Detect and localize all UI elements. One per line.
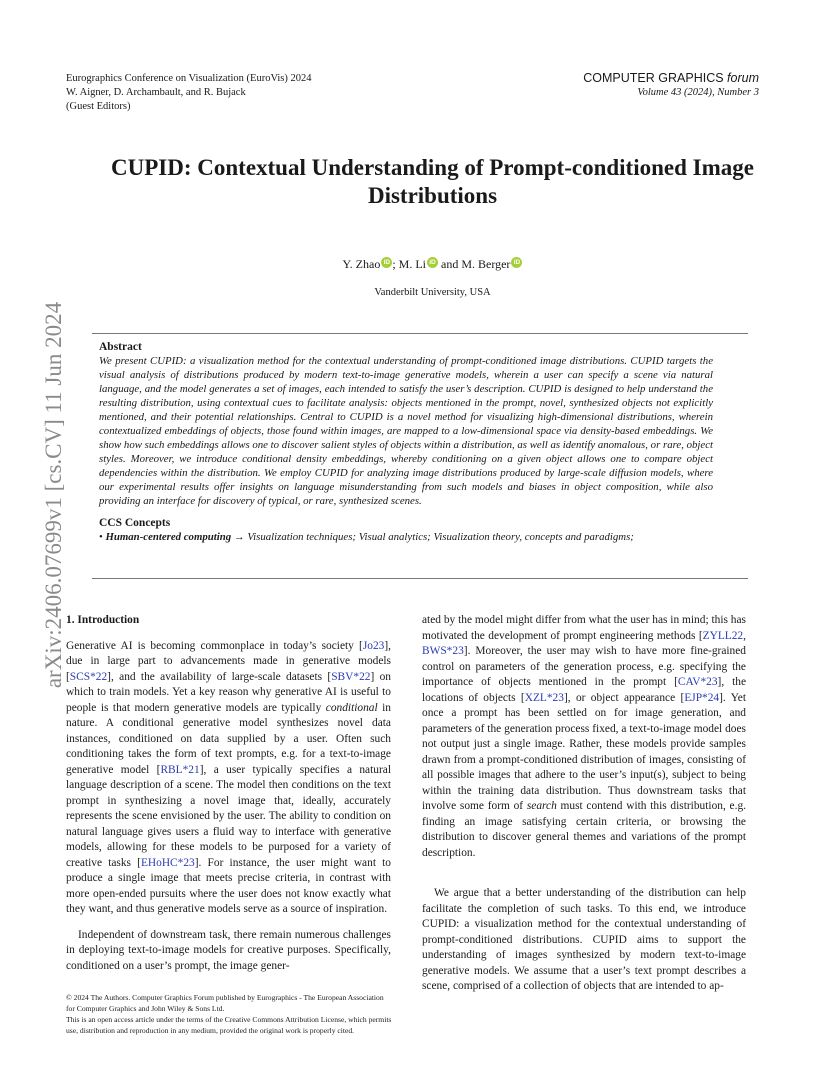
paper-title: CUPID: Contextual Understanding of Prompt-conditioned Image Distributions: [111, 155, 754, 208]
paragraph-3: ated by the model might differ from what the user has in mind; this has motivated the development of prompt engineering methods [ZYLL22, BWS*23]. Moreover, the user may wish to have more fine-grained control on parameters of the generation process, e.g. specifying the importance of objects mentioned in the prompt [CAV*23], the locations of objects [XZL*23], or object appearance [EJP*24]. Yet once a prompt has been settled on for image generation, and parameters of the generation process fixed, a text-to-image model does not output just a single image. Rather, these models provide samples drawn from a prompt-conditioned distribution of images, consisting of all possible images that adhere to the user’s input(s), subject to being within the training data distribution. Thus downstream tasks that involve some form of search must contend with this distribution, e.g. finding an image satisfying certain criteria, or browsing the distribution to discover general themes and variations of the prompt description.: [422, 614, 747, 859]
affiliation: Vanderbilt University, USA: [374, 287, 491, 298]
author-name: Y. Zhao: [342, 257, 381, 271]
citation-link[interactable]: ZYLL22: [702, 629, 744, 642]
ccs-concepts: • Human-centered computing → Visualization techniques; Visual analytics; Visualization theory, concepts and paradigms;: [99, 531, 634, 543]
author-list: [66, 257, 799, 272]
citation-link[interactable]: CAV*23: [677, 676, 718, 688]
right-column: [422, 613, 746, 995]
bottom-rule: [92, 578, 748, 579]
citation-link[interactable]: RBL*21: [160, 763, 200, 776]
author-name: ; M. Li: [392, 257, 426, 271]
paragraph-4: We argue that a better understanding of the distribution can help facilitate the completion of such tasks. To this end, we introduce CUPID: a visualization method for the contextual understanding of prompt-conditioned distributions. CUPID aims to support the understanding of images synthesized by modern text-to-image generative models. We assume that a user’s text prompt describes a scene, comprised of a collection of objects that are intended to ap-: [422, 887, 746, 992]
citation-link[interactable]: BWS*23: [422, 645, 464, 657]
arxiv-stamp[interactable]: arXiv:2406.07699v1 [cs.CV] 11 Jun 2024: [41, 301, 66, 689]
citation-link[interactable]: SBV*22: [331, 670, 371, 683]
orcid-icon[interactable]: iD: [511, 257, 522, 268]
left-column: [66, 613, 391, 974]
journal-name: COMPUTER GRAPHICS forum: [583, 71, 759, 85]
paragraph-1: Generative AI is becoming commonplace in today’s society [Jo23], due in large part to advancements made in generative models [SCS*22], and the availability of large-scale datasets [SBV*22] on which to train models. Yet a key reason why generative AI is useful to people is that modern generative models are typically conditional in nature. A conditional generative model synthesizes novel data instances, conditioned on data supplied by a user. Often such conditioning takes the form of text prompts, e.g. for a text-to-image generative model [RBL*21], a user typically specifies a natural language description of a scene. The model then conditions on the text prompt in synthesizing a novel image that, ideally, accurately represents the scene envisioned by the user. The ability to condition on natural language gives users a fluid way to interface with generative models, allowing for these models to be purposed for a variety of creative tasks [EHoHC*23]. For instance, the user might want to produce a single image that meets precise criteria, in contrast with more open-ended pursuits where the user does not know exactly what they want, and thus generative models serve as a source of inspiration.: [66, 639, 392, 915]
abstract-text: We present CUPID: a visualization method for the contextual understanding of prompt-conditioned image distributions. CUPID targets the visual analysis of distributions produced by modern text-to-image generative models, wherein a user can specify a scene via natural language, and the model generates a set of images, each intended to satisfy the user’s description. CUPID is designed to help understand the resulting distribution, using contextual cues to facilitate analysis: objects mentioned in the prompt, novel, synthesized objects not explicitly mentioned, and their potential relationships. Central to CUPID is a novel method for visualizing high-dimensional distributions, wherein contextualized embeddings of objects, those found within images, are mapped to a low-dimensional space via density-based embeddings. We show how such embeddings allows one to discover salient styles of objects within a distribution, as well as identify anomalous, or rare, object styles. Moreover, we introduce conditional density embeddings, whereby conditioning on a given object allows one to compare object dependencies within the distribution. We employ CUPID for analyzing image distributions produced by large-scale diffusion models, where our experimental results offer insights on language misunderstanding from such models and biases in object composition, while also providing an interface for discovery of typical, or rare, synthesized scenes.: [99, 355, 713, 507]
abstract-heading: Abstract: [99, 341, 142, 353]
volume-line: Volume 43 (2024), Number 3: [637, 87, 759, 98]
author-name: and M. Berger: [438, 257, 511, 271]
header-left: [66, 72, 312, 115]
copyright-footnote: © 2024 The Authors. Computer Graphics Forum published by Eurographics - The European Association for Computer Graphics and John Wiley & Sons Ltd. This is an open access article under the terms of the Creative Commons Attribution License, which permits use, distribution and reproduction in any medium, provided the original work is properly cited.: [66, 993, 392, 1035]
orcid-icon[interactable]: iD: [427, 257, 438, 268]
conference-line: Eurographics Conference on Visualization (EuroVis) 2024: [66, 73, 312, 84]
ccs-heading: CCS Concepts: [99, 517, 171, 529]
citation-link[interactable]: XZL*23: [524, 691, 564, 704]
abstract-block: [99, 340, 713, 544]
editors-role: (Guest Editors): [66, 101, 131, 113]
top-rule: [92, 333, 748, 334]
citation-link[interactable]: Jo23: [362, 639, 385, 652]
citation-link[interactable]: SCS*22: [69, 670, 108, 683]
header-right: [583, 71, 759, 99]
citation-link[interactable]: EHoHC*23: [140, 856, 195, 869]
citation-link[interactable]: EJP*24: [684, 691, 720, 704]
paragraph-2: Independent of downstream task, there remain numerous challenges in deploying text-to-image models for creative purposes. Specifically, conditioned on a user’s prompt, the image gener-: [66, 928, 391, 972]
orcid-icon[interactable]: iD: [381, 257, 392, 268]
section-heading: 1. Introduction: [66, 614, 140, 626]
editors-line: W. Aigner, D. Archambault, and R. Bujack: [66, 87, 246, 99]
